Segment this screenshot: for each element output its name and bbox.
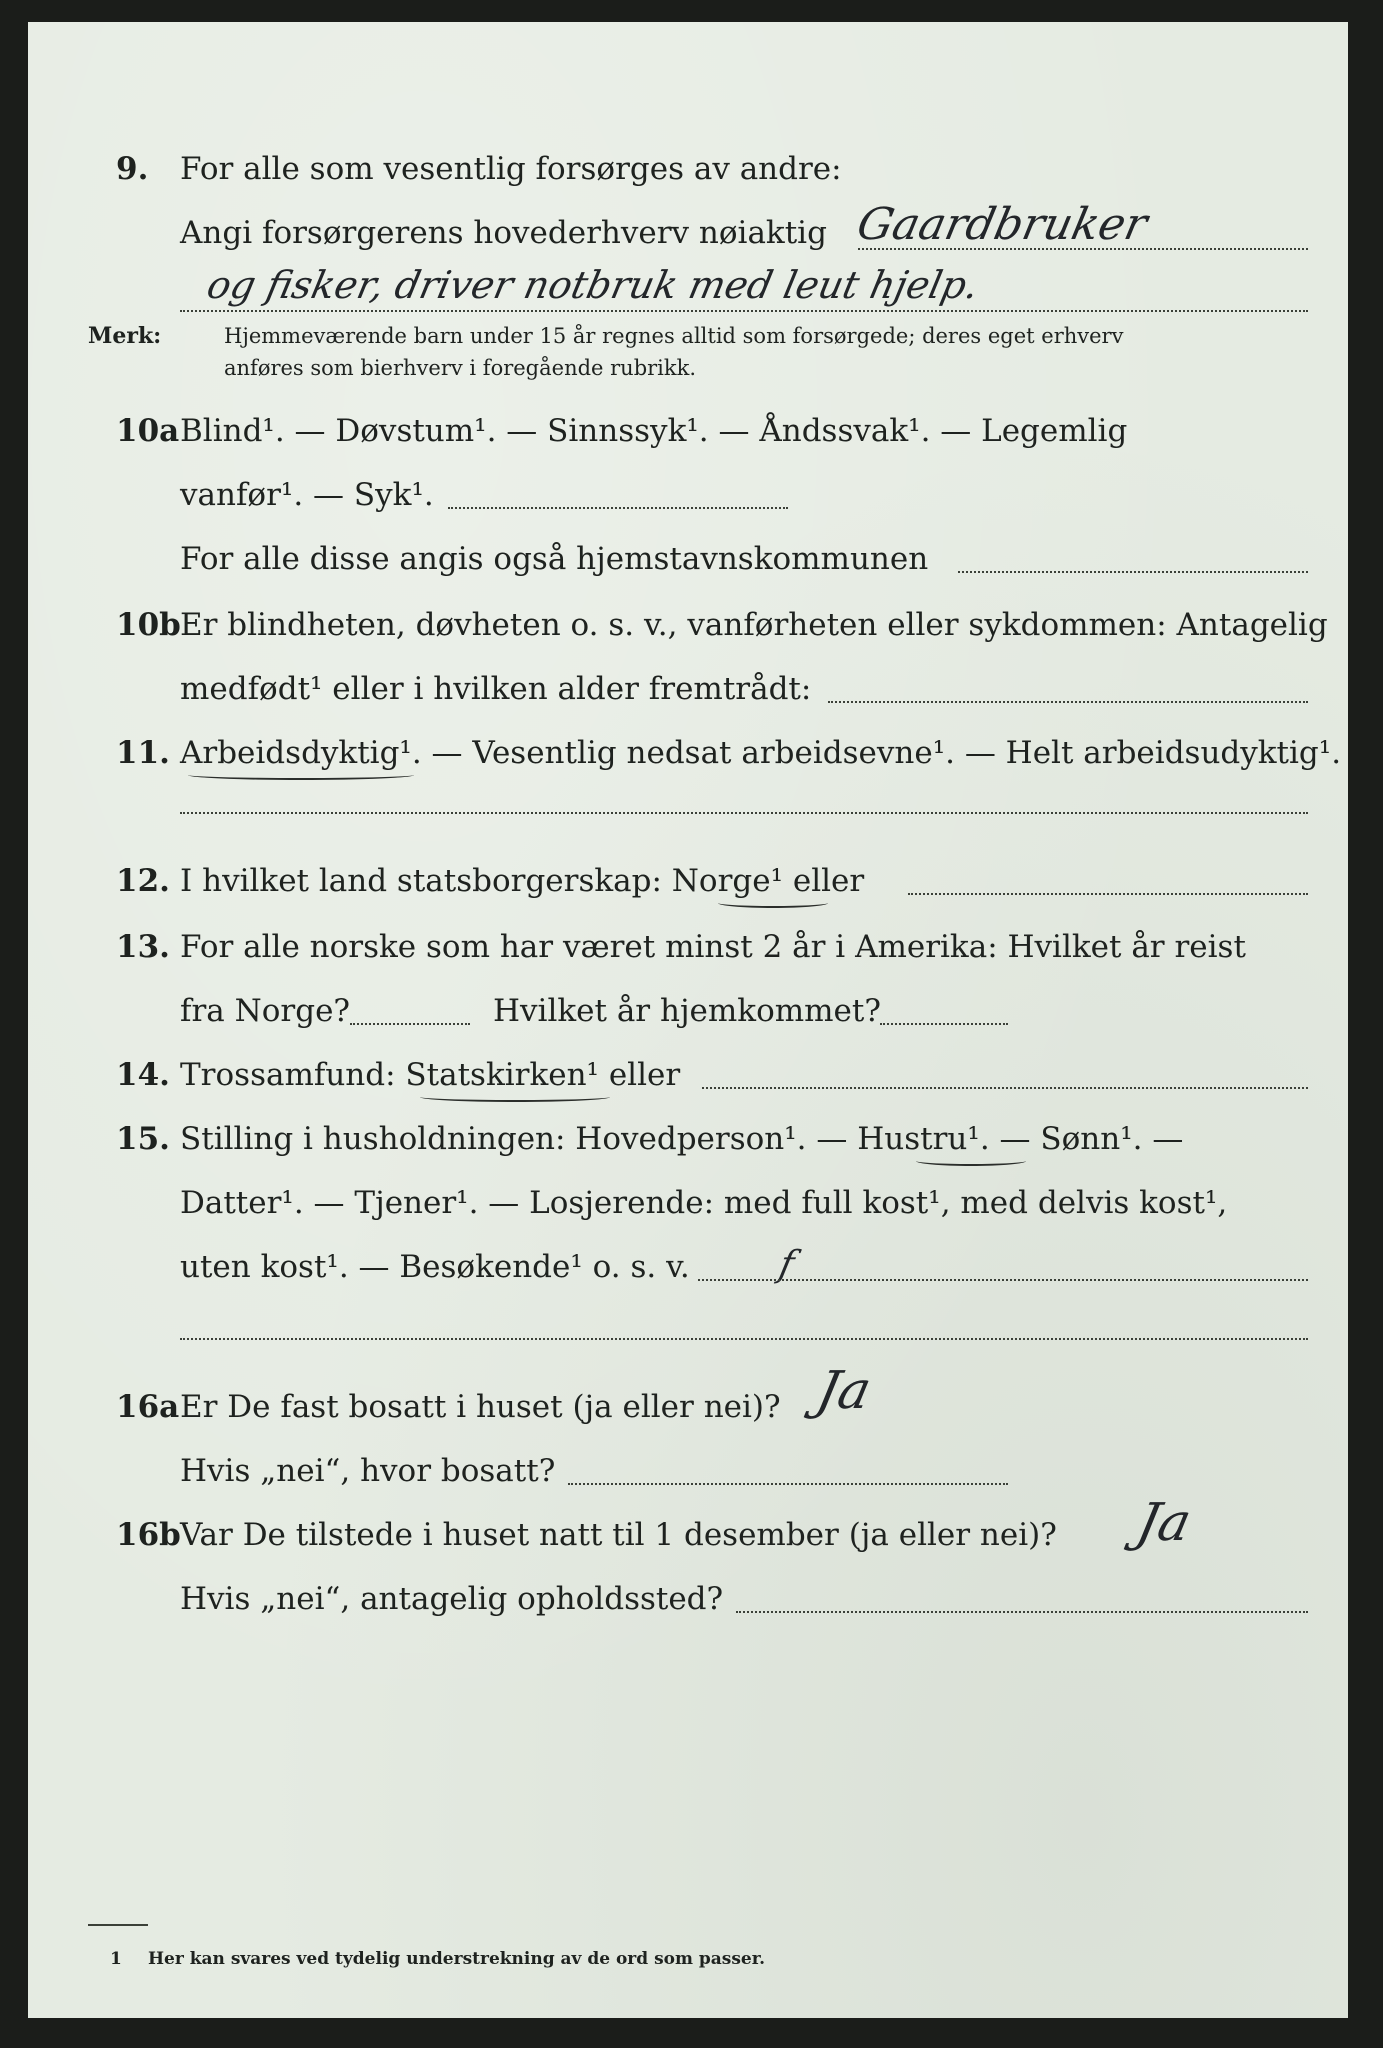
q10a-line3: For alle disse angis også hjemstavnskommunen (180, 541, 929, 577)
q13-number: 13. (116, 929, 170, 965)
q15-line3: uten kost¹. — Besøkende¹ o. s. v. (180, 1249, 690, 1285)
q9-line1: For alle som vesentlig forsørges av andre: (180, 151, 842, 187)
q15-answer-handwritten: f (775, 1244, 798, 1285)
q16b-number: 16b (116, 1517, 181, 1553)
q10a-number: 10a (116, 413, 180, 449)
q11-number: 11. (116, 735, 170, 771)
q15-line1: Stilling i husholdningen: Hovedperson¹. — Hustru¹. — Sønn¹. — (180, 1121, 1184, 1157)
q11-line1: Arbeidsdyktig¹. — Vesentlig nedsat arbeidsevne¹. — Helt arbeidsudyktig¹. (180, 735, 1342, 771)
q14-faith-line (702, 1087, 1308, 1089)
q10b-line2: medfødt¹ eller i hvilken alder fremtrådt: (180, 671, 812, 707)
q13-line1: For alle norske som har været minst 2 år i Amerika: Hvilket år reist (180, 929, 1246, 965)
merk-label: Merk: (88, 323, 162, 349)
q10b-age-line (828, 701, 1308, 703)
q12-underline-mark (718, 898, 828, 908)
footnote-rule (88, 1924, 148, 1926)
q16b-location-line (736, 1611, 1308, 1613)
census-form-page (28, 22, 1348, 2018)
q16a-line1: Er De fast bosatt i huset (ja eller nei)? (180, 1389, 781, 1425)
merk-line1: Hjemmeværende barn under 15 år regnes alltid som forsørgede; deres eget erhverv (224, 324, 1124, 348)
q15-answer-line (698, 1279, 1308, 1281)
q9-answer-line-2 (180, 310, 1308, 312)
q10a-municipality-line (958, 571, 1308, 573)
q9-answer-line-1 (858, 248, 1308, 250)
q10a-line1: Blind¹. — Døvstum¹. — Sinnssyk¹. — Åndssvak¹. — Legemlig (180, 413, 1128, 449)
q16b-line2: Hvis „nei“, antagelig opholdssted? (180, 1581, 724, 1617)
footnote-marker: 1 (110, 1949, 122, 1969)
q16a-line2: Hvis „nei“, hvor bosatt? (180, 1453, 556, 1489)
q16b-line1: Var De tilstede i huset natt til 1 desember (ja eller nei)? (180, 1517, 1057, 1553)
q13-left-year-line (350, 1023, 470, 1025)
q12-number: 12. (116, 863, 170, 899)
q15-second-answer-line (180, 1338, 1308, 1340)
q10a-line2: vanfør¹. — Syk¹. (180, 477, 434, 513)
q15-underline-mark (916, 1156, 1026, 1166)
q16a-number: 16a (116, 1389, 180, 1425)
q10b-line1: Er blindheten, døvheten o. s. v., vanførheten eller sykdommen: Antagelig (180, 607, 1328, 643)
merk-line2: anføres som bierhverv i foregående rubrikk. (224, 356, 697, 380)
q15-line2: Datter¹. — Tjener¹. — Losjerende: med full kost¹, med delvis kost¹, (180, 1185, 1228, 1221)
q9-answer-handwritten-2: og fisker, driver notbruk med leut hjelp. (203, 263, 983, 307)
q14-line1: Trossamfund: Statskirken¹ eller (180, 1057, 681, 1093)
q13-line2a: fra Norge? (180, 993, 351, 1029)
q11-answer-line (180, 812, 1308, 814)
q9-line2: Angi forsørgerens hovederhverv nøiaktig (180, 215, 827, 251)
q16b-answer-handwritten: Ja (1131, 1493, 1197, 1553)
q15-number: 15. (116, 1121, 170, 1157)
q10a-sick-line (448, 507, 788, 509)
q14-underline-mark (420, 1092, 610, 1102)
q11-underline-mark (188, 770, 414, 780)
q9-answer-handwritten-1: Gaardbruker (852, 199, 1152, 250)
q12-line1: I hvilket land statsborgerskap: Norge¹ eller (180, 863, 865, 899)
q10b-number: 10b (116, 607, 181, 643)
q14-number: 14. (116, 1057, 170, 1093)
q16a-residence-line (568, 1483, 1008, 1485)
q12-country-line (908, 893, 1308, 895)
q13-line2b: Hvilket år hjemkommet? (493, 993, 881, 1029)
q16a-answer-handwritten: Ja (811, 1361, 877, 1421)
q9-number: 9. (116, 151, 149, 187)
q13-return-year-line (880, 1023, 1008, 1025)
footnote-text: Her kan svares ved tydelig understrekning av de ord som passer. (148, 1949, 766, 1969)
